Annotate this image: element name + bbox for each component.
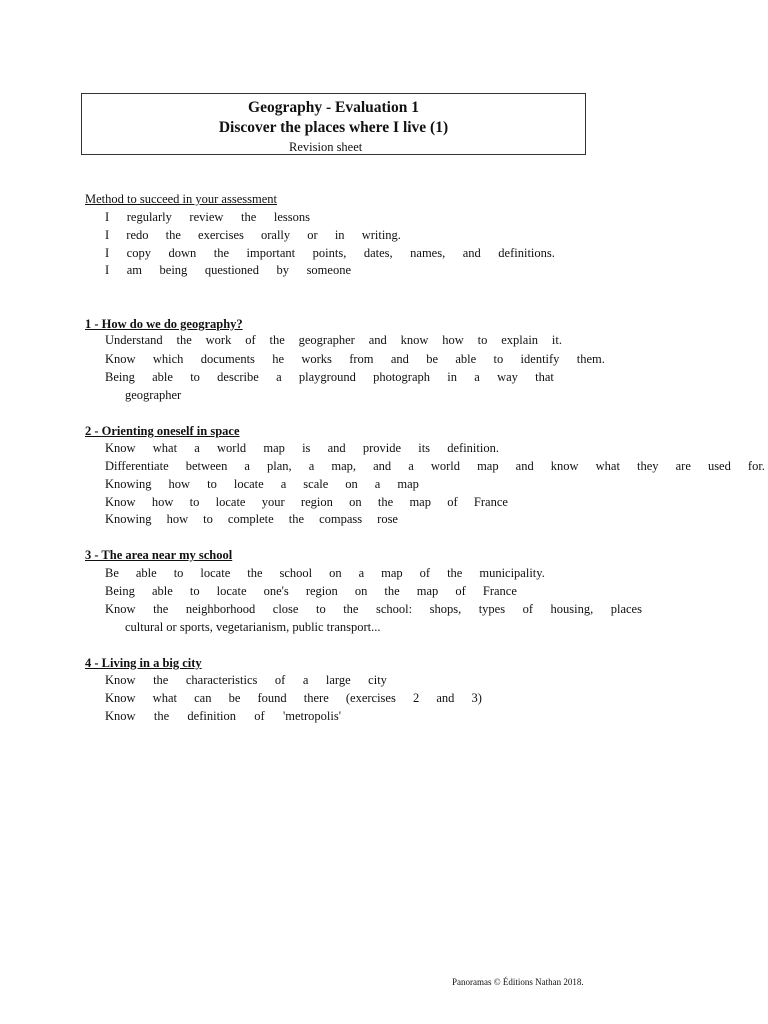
word: important: [246, 246, 296, 260]
word: world: [430, 459, 461, 473]
word: they: [637, 459, 659, 473]
word: the: [288, 512, 305, 526]
word: the: [247, 566, 263, 580]
section-3-line: [105, 584, 517, 599]
word: I: [105, 210, 110, 224]
word: a: [358, 566, 365, 580]
word: Knowing: [105, 477, 152, 491]
word: are: [675, 459, 691, 473]
word: be: [228, 691, 241, 705]
word: 3): [471, 691, 482, 705]
word: France: [473, 495, 508, 509]
word: documents: [200, 352, 255, 366]
word: the: [241, 210, 257, 224]
word: to: [189, 584, 200, 598]
word: that: [535, 370, 554, 384]
word: how: [151, 495, 174, 509]
word: able: [455, 352, 477, 366]
word: between: [185, 459, 228, 473]
word: and: [327, 441, 346, 455]
word: can: [194, 691, 212, 705]
word: what: [152, 441, 178, 455]
word: compass: [319, 512, 363, 526]
word: the: [384, 584, 400, 598]
word: housing,: [550, 602, 594, 616]
document-title: Geography - Evaluation 1: [248, 99, 419, 116]
word: by: [276, 263, 290, 277]
word: know: [550, 459, 579, 473]
word: how: [442, 333, 464, 347]
section-2-line: [105, 495, 508, 510]
word: dates,: [363, 246, 393, 260]
word: a: [280, 477, 287, 491]
word: school:: [375, 602, 413, 616]
word: them.: [576, 352, 605, 366]
word: and: [436, 691, 455, 705]
word: from: [349, 352, 374, 366]
word: on: [354, 584, 368, 598]
word: what: [152, 691, 177, 705]
word: questioned: [204, 263, 259, 277]
word: be: [426, 352, 439, 366]
word: there: [303, 691, 329, 705]
word: and: [390, 352, 409, 366]
word: I: [105, 228, 110, 242]
word: copy: [126, 246, 151, 260]
section-2-line: [105, 441, 499, 456]
word: city: [368, 673, 387, 687]
word: review: [189, 210, 224, 224]
word: photograph: [373, 370, 431, 384]
word: Know: [105, 691, 136, 705]
section-2-heading: 2 - Orienting oneself in space: [85, 424, 240, 438]
word: it.: [551, 333, 562, 347]
document-subject-title: Discover the places where I live (1): [218, 119, 449, 136]
word: on: [329, 566, 342, 580]
word: identify: [520, 352, 560, 366]
word: Knowing: [105, 512, 152, 526]
word: on: [349, 495, 362, 509]
section-1-line: [105, 370, 554, 385]
word: found: [257, 691, 287, 705]
word: to: [493, 352, 504, 366]
document-subtitle: Revision sheet: [289, 140, 363, 154]
word: know: [400, 333, 429, 347]
word: what: [595, 459, 620, 473]
word: of: [455, 584, 466, 598]
section-3-line: [105, 566, 545, 581]
word: map,: [331, 459, 357, 473]
word: a: [408, 459, 414, 473]
word: 2: [412, 691, 420, 705]
word: a: [194, 441, 200, 455]
word: definition.: [447, 441, 499, 455]
section-3-continuation: cultural or sports, vegetarianism, public transport...: [125, 620, 381, 634]
word: or: [307, 228, 318, 242]
word: redo: [126, 228, 149, 242]
word: the: [377, 495, 394, 509]
section-4-line: [105, 691, 482, 706]
section-4-heading: 4 - Living in a big city: [85, 656, 202, 670]
section-1-continuation: geographer: [125, 388, 182, 402]
word: I: [105, 246, 110, 260]
word: explain: [501, 333, 539, 347]
word: the: [176, 333, 192, 347]
word: a: [308, 459, 315, 473]
word: a: [302, 673, 309, 687]
word: points,: [312, 246, 347, 260]
word: to: [203, 512, 213, 526]
word: large: [325, 673, 351, 687]
section-3-line: [105, 602, 642, 617]
word: your: [261, 495, 285, 509]
word: (exercises: [345, 691, 396, 705]
word: the: [343, 602, 359, 616]
word: in: [334, 228, 345, 242]
word: way: [497, 370, 518, 384]
word: 'metropolis': [283, 709, 341, 723]
word: am: [126, 263, 142, 277]
word: Being: [105, 584, 135, 598]
word: Be: [105, 566, 119, 580]
section-2-line: [105, 459, 765, 474]
section-1-line: [105, 333, 562, 348]
word: to: [477, 333, 488, 347]
word: scale: [303, 477, 329, 491]
word: provide: [362, 441, 402, 455]
word: Know: [105, 602, 136, 616]
word: characteristics: [185, 673, 258, 687]
word: he: [272, 352, 285, 366]
word: on: [345, 477, 358, 491]
method-line: [105, 246, 555, 261]
word: map: [381, 566, 403, 580]
word: to: [207, 477, 217, 491]
word: a: [374, 477, 381, 491]
word: able: [135, 566, 157, 580]
word: map: [397, 477, 419, 491]
word: Know: [105, 495, 136, 509]
word: and: [515, 459, 534, 473]
word: able: [151, 584, 173, 598]
title-box: [81, 93, 586, 155]
word: which: [152, 352, 184, 366]
word: locate: [215, 495, 246, 509]
word: plan,: [267, 459, 292, 473]
word: Know: [105, 709, 136, 723]
section-1-heading: 1 - How do we do geography?: [85, 317, 243, 331]
word: its: [418, 441, 431, 455]
word: world: [217, 441, 247, 455]
word: Differentiate: [105, 459, 169, 473]
word: locate: [200, 566, 231, 580]
section-2-line: [105, 512, 398, 527]
word: region: [300, 495, 333, 509]
word: Know: [105, 352, 136, 366]
section-1-line: [105, 352, 605, 367]
section-2-line: [105, 477, 419, 492]
word: able: [152, 370, 173, 384]
word: being: [159, 263, 188, 277]
word: Know: [105, 441, 136, 455]
word: definitions.: [498, 246, 555, 260]
word: map: [263, 441, 285, 455]
word: writing.: [361, 228, 401, 242]
word: the: [165, 228, 181, 242]
word: the: [447, 566, 463, 580]
word: of: [522, 602, 534, 616]
word: locate: [216, 584, 247, 598]
word: types: [478, 602, 506, 616]
word: the: [269, 333, 285, 347]
word: describe: [217, 370, 259, 384]
word: Being: [105, 370, 135, 384]
word: map: [409, 495, 431, 509]
word: orally: [260, 228, 291, 242]
word: Understand: [105, 333, 163, 347]
word: someone: [306, 263, 351, 277]
word: shops,: [429, 602, 462, 616]
word: is: [302, 441, 311, 455]
word: of: [419, 566, 431, 580]
word: France: [482, 584, 517, 598]
word: the: [213, 246, 230, 260]
word: definition: [187, 709, 237, 723]
word: complete: [227, 512, 274, 526]
word: and: [373, 459, 392, 473]
word: a: [474, 370, 480, 384]
word: locate: [233, 477, 264, 491]
word: work: [205, 333, 232, 347]
word: of: [254, 709, 265, 723]
word: I: [105, 263, 110, 277]
word: of: [274, 673, 286, 687]
word: to: [315, 602, 326, 616]
word: how: [168, 477, 191, 491]
section-4-line: [105, 709, 341, 724]
word: exercises: [198, 228, 244, 242]
word: how: [166, 512, 189, 526]
word: a: [244, 459, 250, 473]
word: of: [447, 495, 458, 509]
section-3-heading: 3 - The area near my school: [85, 548, 233, 562]
word: a: [276, 370, 282, 384]
word: for.: [747, 459, 765, 473]
method-line: [105, 210, 310, 225]
word: one's: [263, 584, 289, 598]
word: regularly: [126, 210, 172, 224]
word: the: [153, 709, 170, 723]
method-line: [105, 228, 401, 243]
word: to: [190, 370, 200, 384]
section-4-line: [105, 673, 387, 688]
word: names,: [410, 246, 446, 260]
method-line: [105, 263, 351, 278]
word: and: [462, 246, 481, 260]
word: neighborhood: [185, 602, 256, 616]
word: playground: [298, 370, 356, 384]
word: the: [153, 673, 169, 687]
method-heading: Method to succeed in your assessment: [85, 192, 277, 206]
word: and: [368, 333, 387, 347]
word: municipality.: [479, 566, 545, 580]
copyright-footer: Panoramas © Éditions Nathan 2018.: [452, 977, 584, 987]
word: the: [153, 602, 169, 616]
word: in: [447, 370, 457, 384]
word: rose: [377, 512, 398, 526]
word: close: [272, 602, 299, 616]
word: region: [305, 584, 338, 598]
word: to: [173, 566, 184, 580]
word: lessons: [273, 210, 310, 224]
word: geographer: [298, 333, 355, 347]
word: works: [301, 352, 332, 366]
word: down: [168, 246, 197, 260]
word: school: [279, 566, 313, 580]
word: map: [416, 584, 439, 598]
word: used: [707, 459, 731, 473]
word: Know: [105, 673, 136, 687]
word: map: [477, 459, 499, 473]
word: of: [245, 333, 256, 347]
word: to: [189, 495, 200, 509]
word: places: [610, 602, 642, 616]
